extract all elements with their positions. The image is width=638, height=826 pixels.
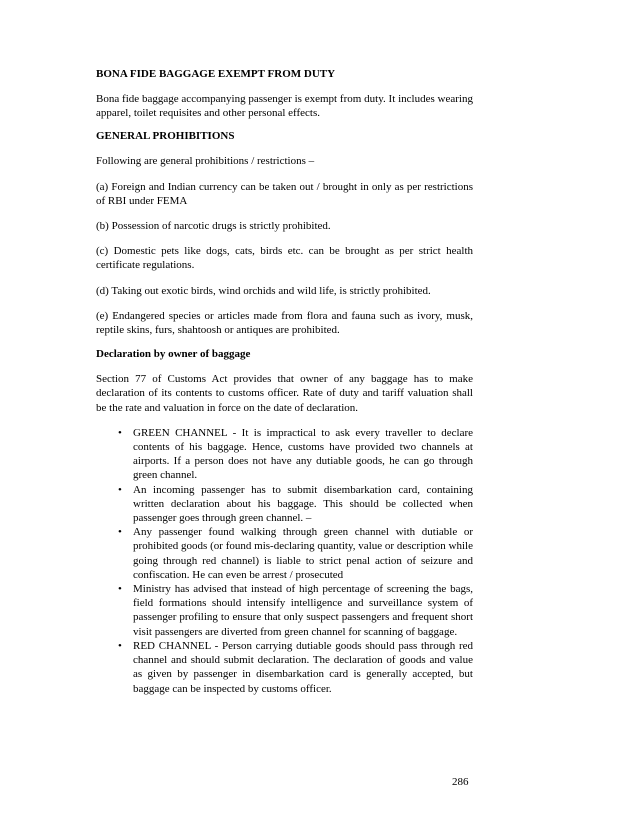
- prohibition-item-c: (c) Domestic pets like dogs, cats, birds etc. can be brought as per strict health certificate regulations.: [96, 245, 473, 272]
- heading-declaration: Declaration by owner of baggage: [96, 348, 251, 361]
- prohibition-item-b: (b) Possession of narcotic drugs is strictly prohibited.: [96, 220, 331, 233]
- bullet-icon: •: [118, 526, 122, 539]
- heading-general-prohibitions: GENERAL PROHIBITIONS: [96, 130, 235, 143]
- paragraph-declaration: Section 77 of Customs Act provides that owner of any baggage has to make declaration of its contents to customs officer. Rate of duty and tariff valuation shall be the rate and valuation in force on the date of declaration.: [96, 373, 473, 414]
- document-page: [96, 68, 473, 696]
- bullet-text-ministry-advice: Ministry has advised that instead of high percentage of screening the bags, field formations should intensify intelligence and surveillance system of passenger profiling to ensure that only suspect passengers and frequent short visit passengers are diverted from green channel for scanning of baggage.: [133, 583, 473, 638]
- bullet-text-penal-action: Any passenger found walking through green channel with dutiable or prohibited goods (or found mis-declaring quantity, value or description while going through red channel) is liable to strict penal action of seizure and confiscation. He can even be arrest / prosecuted: [133, 526, 473, 581]
- list-item: [96, 582, 473, 639]
- heading-bona-fide: BONA FIDE BAGGAGE EXEMPT FROM DUTY: [96, 68, 336, 80]
- bullet-icon: •: [118, 583, 122, 596]
- declaration-bullet-list: [96, 426, 473, 696]
- prohibition-item-e: (e) Endangered species or articles made from flora and fauna such as ivory, musk, reptile skins, furs, shahtoosh or antiques are prohibited.: [96, 309, 473, 337]
- list-item: [96, 639, 473, 696]
- prohibition-item-d: (d) Taking out exotic birds, wind orchids and wild life, is strictly prohibited.: [96, 284, 431, 297]
- bullet-icon: •: [118, 483, 122, 496]
- list-item: [96, 483, 473, 526]
- bullet-text-disembarkation-card: An incoming passenger has to submit disembarkation card, containing written declaration about his baggage. This should be collected when passenger goes through green channel. –: [133, 483, 473, 525]
- list-item: [96, 525, 473, 582]
- page-number: 286: [452, 776, 469, 788]
- bullet-icon: •: [118, 426, 122, 439]
- bullet-text-red-channel: RED CHANNEL - Person carrying dutiable goods should pass through red channel and should submit declaration. The declaration of goods and value as given by passenger in disembarkation card is generally accepted, but baggage can be inspected by customs officer.: [133, 639, 473, 695]
- list-item: [96, 426, 473, 483]
- bullet-icon: •: [118, 639, 122, 652]
- prohibition-item-a: (a) Foreign and Indian currency can be taken out / brought in only as per restrictions of RBI under FEMA: [96, 180, 473, 207]
- paragraph-prohibitions-intro: Following are general prohibitions / restrictions –: [96, 155, 315, 168]
- bullet-text-green-channel: GREEN CHANNEL - It is impractical to ask every traveller to declare contents of his baggage. Hence, customs have provided two channels at airports. If a person does not have any dutiable goods, he can go through green channel.: [133, 426, 473, 482]
- paragraph-bona-fide: Bona fide baggage accompanying passenger is exempt from duty. It includes wearing apparel, toilet requisites and other personal effects.: [96, 93, 473, 120]
